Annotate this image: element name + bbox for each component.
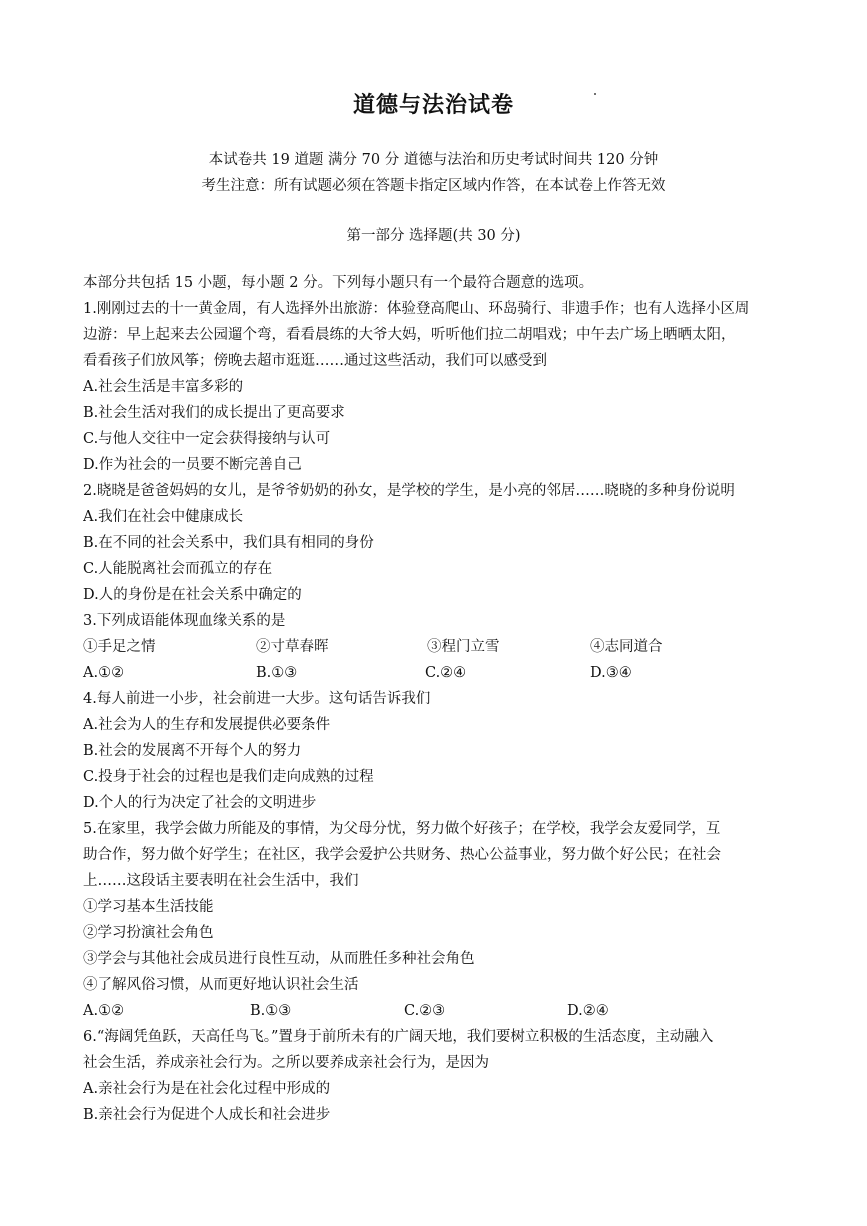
- q3-option-a: A.①②: [83, 665, 125, 681]
- q4-option-d: D.个人的行为决定了社会的文明进步: [83, 795, 317, 811]
- q3-item-1: ①手足之情: [83, 639, 156, 655]
- q1-option-c: C.与他人交往中一定会获得接纳与认可: [83, 431, 331, 447]
- q6-option-a: A.亲社会行为是在社会化过程中形成的: [83, 1081, 331, 1097]
- q5-item-1: ①学习基本生活技能: [83, 899, 214, 915]
- q5-option-c: C.②③: [404, 1003, 446, 1019]
- q3-item-3: ③程门立雪: [427, 639, 500, 655]
- question-list: [83, 270, 773, 1128]
- q3-option-b: B.①③: [256, 665, 298, 681]
- q4-stem: 4.每人前进一小步，社会前进一大步。这句话告诉我们: [83, 691, 431, 707]
- q1-option-b: B.社会生活对我们的成长提出了更高要求: [83, 405, 345, 421]
- exam-notice: 考生注意：所有试题必须在答题卡指定区域内作答，在本试卷上作答无效: [201, 178, 666, 194]
- q5-item-3: ③学会与其他社会成员进行良性互动，从而胜任多种社会角色: [83, 951, 475, 967]
- q1-option-a: A.社会生活是丰富多彩的: [83, 379, 244, 395]
- q5-stem-line: 上……这段话主要表明在社会生活中，我们: [83, 873, 359, 889]
- q5-stem-line: 助合作，努力做个好学生；在社区，我学会爱护公共财务、热心公益事业，努力做个好公民；在社会: [83, 847, 721, 863]
- q4-option-a: A.社会为人的生存和发展提供必要条件: [83, 717, 331, 733]
- q5-option-d: D.②④: [567, 1003, 609, 1019]
- q6-option-b: B.亲社会行为促进个人成长和社会进步: [83, 1107, 331, 1123]
- q5-item-4: ④了解风俗习惯，从而更好地认识社会生活: [83, 977, 359, 993]
- section-heading: 第一部分 选择题(共 30 分): [346, 228, 521, 244]
- q5-options-row: [83, 998, 773, 1024]
- q2-option-c: C.人能脱离社会而孤立的存在: [83, 561, 273, 577]
- q2-option-a: A.我们在社会中健康成长: [83, 509, 244, 525]
- q3-item-2: ②寸草春晖: [256, 639, 329, 655]
- q6-stem-line: 社会生活，养成亲社会行为。之所以要养成亲社会行为，是因为: [83, 1055, 489, 1071]
- q4-option-b: B.社会的发展离不开每个人的努力: [83, 743, 302, 759]
- q3-option-c: C.②④: [425, 665, 467, 681]
- q2-option-d: D.人的身份是在社会关系中确定的: [83, 587, 302, 603]
- q3-option-d: D.③④: [590, 665, 632, 681]
- q2-option-b: B.在不同的社会关系中，我们具有相同的身份: [83, 535, 374, 551]
- q5-option-a: A.①②: [83, 1003, 125, 1019]
- q6-stem-line: 6.“海阔凭鱼跃，天高任鸟飞。”置身于前所未有的广阔天地，我们要树立积极的生活态度，主动融入: [83, 1029, 714, 1045]
- q5-option-b: B.①③: [250, 1003, 292, 1019]
- q5-item-2: ②学习扮演社会角色: [83, 925, 214, 941]
- exam-info: 本试卷共 19 道题 满分 70 分 道德与法治和历史考试时间共 120 分钟: [208, 152, 659, 168]
- q3-item-4: ④志同道合: [590, 639, 663, 655]
- q4-option-c: C.投身于社会的过程也是我们走向成熟的过程: [83, 769, 374, 785]
- q1-option-d: D.作为社会的一员要不断完善自己: [83, 457, 302, 473]
- q1-stem-line: 1.刚刚过去的十一黄金周，有人选择外出旅游：体验登高爬山、环岛骑行、非遗手作；也有人选择小区周: [83, 301, 750, 317]
- scan-dot: [594, 93, 596, 95]
- q2-stem: 2.晓晓是爸爸妈妈的女儿，是爷爷奶奶的孙女，是学校的学生，是小亮的邻居……晓晓的多种身份说明: [83, 483, 735, 499]
- q3-options-row: [83, 660, 773, 686]
- q1-stem-line: 边游：早上起来去公园遛个弯，看看晨练的大爷大妈，听听他们拉二胡唱戏；中午去广场上晒晒太阳，: [83, 327, 736, 343]
- q3-stem: 3.下列成语能体现血缘关系的是: [83, 613, 286, 629]
- q1-stem-line: 看看孩子们放风筝；傍晚去超市逛逛……通过这些活动，我们可以感受到: [83, 353, 547, 369]
- section-intro: 本部分共包括 15 小题，每小题 2 分。下列每小题只有一个最符合题意的选项。: [83, 275, 594, 291]
- q3-items-row: [83, 634, 773, 660]
- q5-stem-line: 5.在家里，我学会做力所能及的事情，为父母分忧，努力做个好孩子；在学校，我学会友爱同学，互: [83, 821, 721, 837]
- exam-title: 道德与法治试卷: [352, 93, 514, 118]
